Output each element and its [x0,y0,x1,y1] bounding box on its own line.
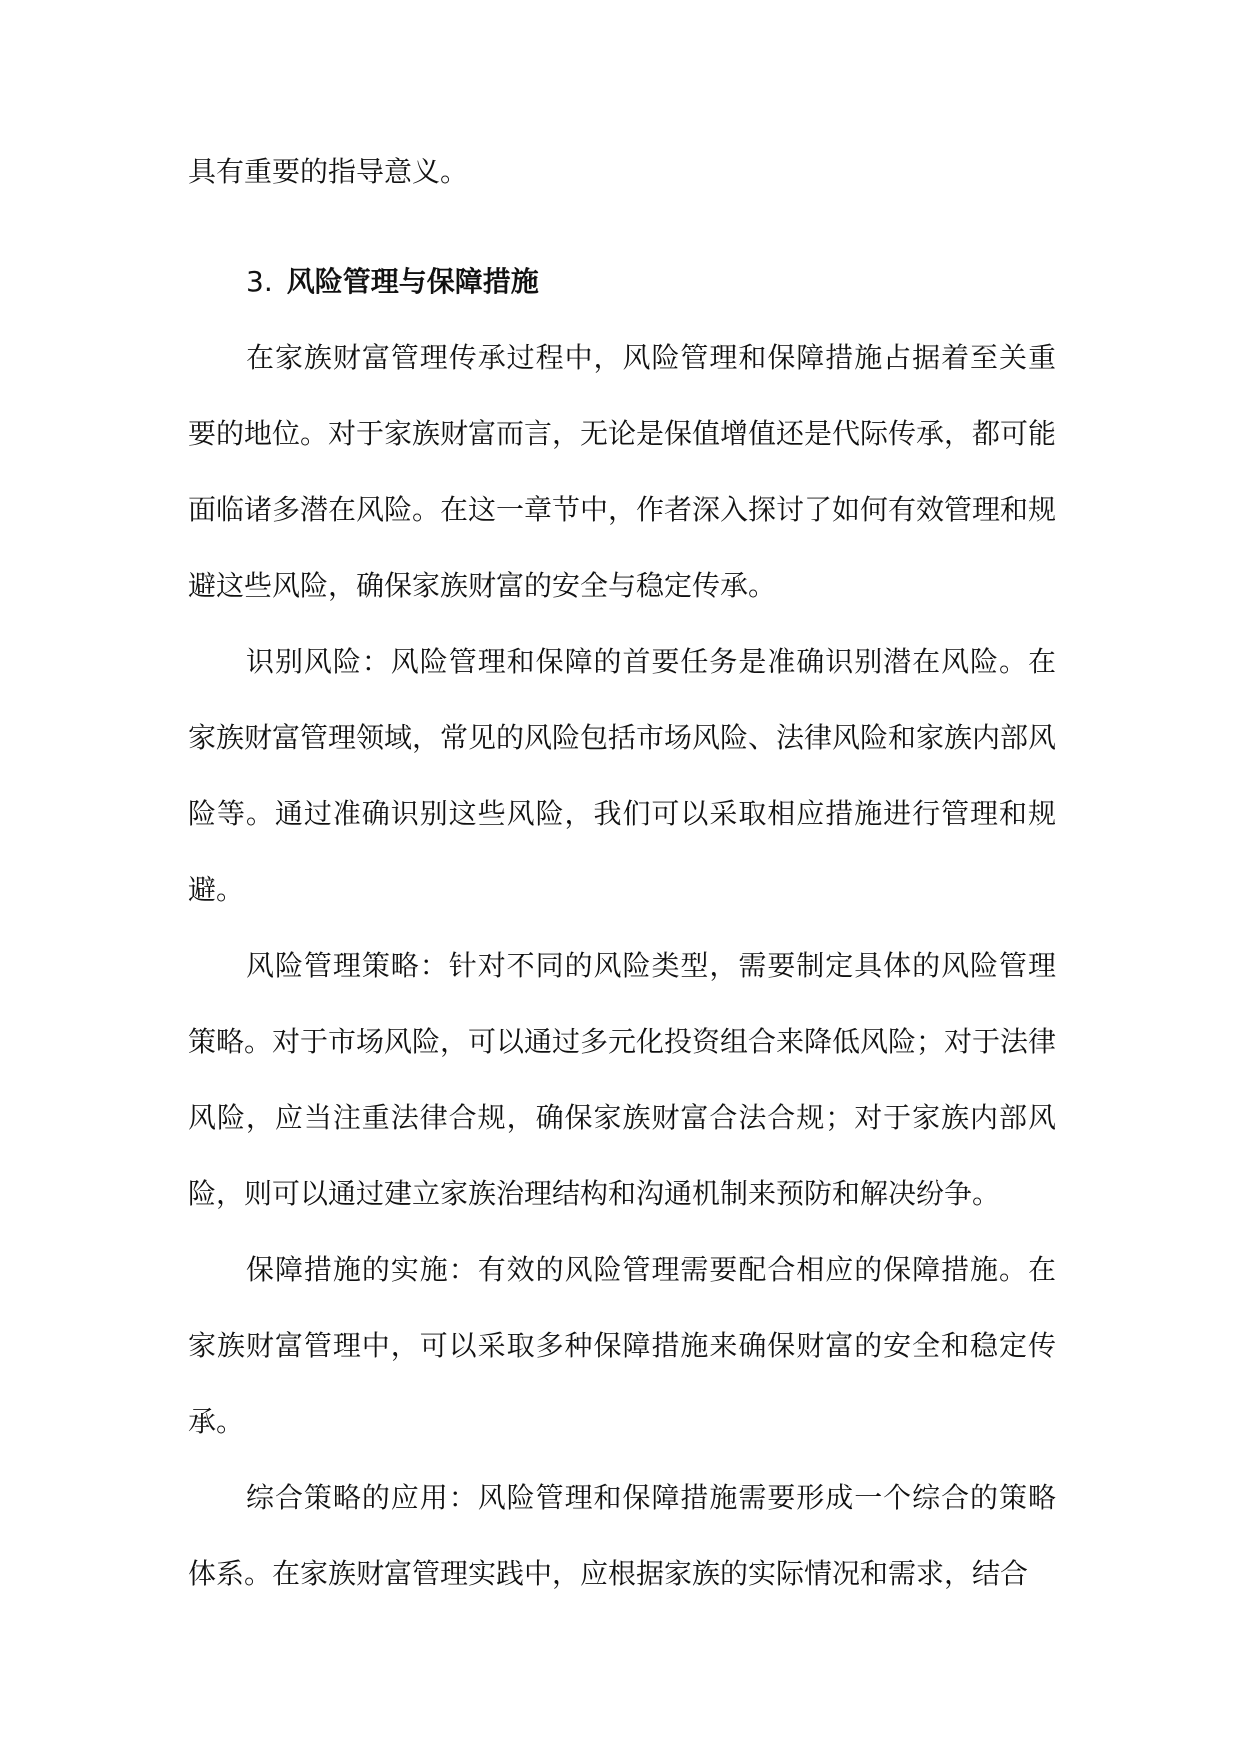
paragraph-risk-strategy: 风险管理策略：针对不同的风险类型，需要制定具体的风险管理策略。对于市场风险，可以通过多元化投资组合来降低风险；对于法律风险，应当注重法律合规，确保家族财富合法合规；对于家族内部风险，则可以通过建立家族治理结构和沟通机制来预防和解决纷争。 [188,949,1057,1210]
paragraph-safeguards: 保障措施的实施：有效的风险管理需要配合相应的保障措施。在家族财富管理中，可以采取多种保障措施来确保财富的安全和稳定传承。 [188,1253,1056,1438]
paragraph-integrated-strategy: 综合策略的应用：风险管理和保障措施需要形成一个综合的策略体系。在家族财富管理实践中，应根据家族的实际情况和需求，结合 [188,1481,1056,1590]
section-body [188,320,1056,1612]
section-heading [246,244,539,320]
continuation-text: 具有重要的指导意义。 [188,155,469,188]
section-number: 3. [246,265,273,298]
paragraph-identify-risk: 识别风险：风险管理和保障的首要任务是准确识别潜在风险。在家族财富管理领域，常见的风险包括市场风险、法律风险和家族内部风险等。通过准确识别这些风险，我们可以采取相应措施进行管理和规避。 [188,645,1057,906]
paragraph-intro: 在家族财富管理传承过程中，风险管理和保障措施占据着至关重要的地位。对于家族财富而言，无论是保值增值还是代际传承，都可能面临诸多潜在风险。在这一章节中，作者深入探讨了如何有效管理和规避这些风险，确保家族财富的安全与稳定传承。 [188,341,1057,602]
section-title: 风险管理与保障措施 [286,265,539,298]
